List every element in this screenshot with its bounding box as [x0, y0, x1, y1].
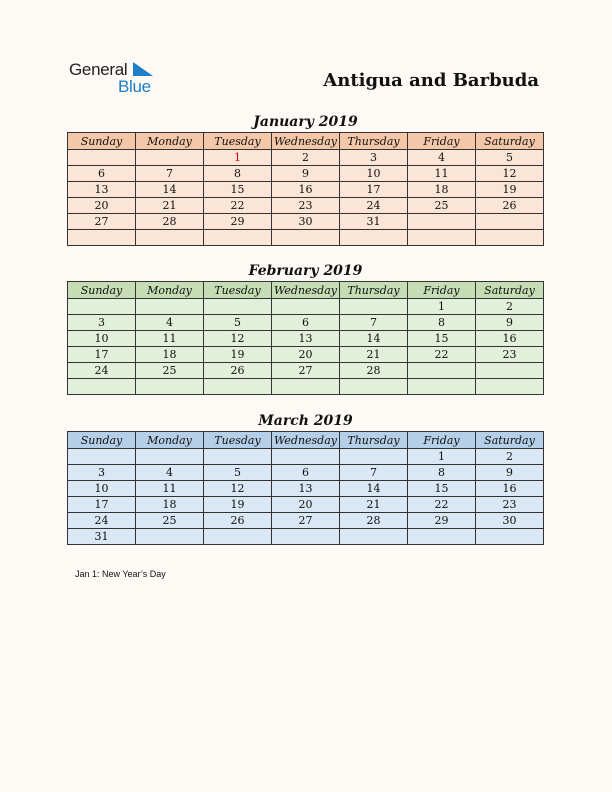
weekday-header: Saturday — [476, 133, 544, 150]
week-row — [68, 182, 544, 198]
day-cell: 1 — [204, 150, 272, 166]
day-cell: 28 — [136, 214, 204, 230]
day-cell: 18 — [136, 347, 204, 363]
week-row — [68, 331, 544, 347]
day-cell: 29 — [204, 214, 272, 230]
holiday-note: Jan 1: New Year’s Day — [75, 569, 166, 579]
day-cell: 17 — [68, 497, 136, 513]
day-cell — [204, 449, 272, 465]
day-cell: 7 — [136, 166, 204, 182]
weekday-header: Wednesday — [272, 432, 340, 449]
weekday-header-row — [68, 282, 544, 299]
week-row — [68, 363, 544, 379]
day-cell — [204, 230, 272, 246]
day-cell: 14 — [136, 182, 204, 198]
weekday-header: Thursday — [340, 133, 408, 150]
week-row — [68, 150, 544, 166]
day-cell: 21 — [340, 347, 408, 363]
weekday-header: Sunday — [68, 133, 136, 150]
day-cell: 1 — [408, 449, 476, 465]
day-cell: 27 — [68, 214, 136, 230]
day-cell: 12 — [204, 481, 272, 497]
weekday-header: Monday — [136, 432, 204, 449]
day-cell: 18 — [136, 497, 204, 513]
day-cell: 27 — [272, 513, 340, 529]
day-cell: 15 — [408, 481, 476, 497]
day-cell: 26 — [476, 198, 544, 214]
day-cell: 9 — [476, 315, 544, 331]
day-cell — [68, 150, 136, 166]
weekday-header: Tuesday — [204, 432, 272, 449]
week-row — [68, 214, 544, 230]
day-cell: 2 — [476, 299, 544, 315]
day-cell: 23 — [476, 497, 544, 513]
day-cell — [204, 299, 272, 315]
day-cell: 2 — [476, 449, 544, 465]
week-row — [68, 497, 544, 513]
day-cell: 16 — [272, 182, 340, 198]
day-cell: 24 — [340, 198, 408, 214]
month-title: February 2019 — [248, 263, 363, 279]
month-title: January 2019 — [253, 114, 358, 130]
week-row — [68, 230, 544, 246]
day-cell: 21 — [340, 497, 408, 513]
day-cell — [272, 529, 340, 545]
day-cell: 23 — [476, 347, 544, 363]
day-cell: 9 — [476, 465, 544, 481]
day-cell: 16 — [476, 331, 544, 347]
day-cell: 13 — [68, 182, 136, 198]
day-cell: 19 — [476, 182, 544, 198]
day-cell: 1 — [408, 299, 476, 315]
day-cell: 7 — [340, 465, 408, 481]
week-row — [68, 513, 544, 529]
day-cell: 17 — [68, 347, 136, 363]
day-cell: 14 — [340, 481, 408, 497]
month-march — [67, 411, 544, 545]
month-february — [67, 261, 544, 395]
day-cell: 6 — [68, 166, 136, 182]
week-row — [68, 481, 544, 497]
day-cell: 9 — [272, 166, 340, 182]
day-cell: 18 — [408, 182, 476, 198]
week-row — [68, 198, 544, 214]
day-cell: 13 — [272, 331, 340, 347]
weekday-header: Friday — [408, 282, 476, 299]
day-cell: 10 — [68, 331, 136, 347]
day-cell — [68, 379, 136, 395]
day-cell: 24 — [68, 513, 136, 529]
day-cell: 24 — [68, 363, 136, 379]
day-cell — [136, 529, 204, 545]
day-cell: 26 — [204, 513, 272, 529]
day-cell: 12 — [476, 166, 544, 182]
day-cell — [476, 379, 544, 395]
day-cell: 19 — [204, 347, 272, 363]
day-cell: 5 — [204, 465, 272, 481]
day-cell: 10 — [340, 166, 408, 182]
day-cell: 22 — [408, 347, 476, 363]
day-cell: 26 — [204, 363, 272, 379]
day-cell: 6 — [272, 315, 340, 331]
day-cell: 6 — [272, 465, 340, 481]
week-row — [68, 315, 544, 331]
day-cell — [136, 299, 204, 315]
weekday-header: Tuesday — [204, 133, 272, 150]
day-cell — [408, 529, 476, 545]
weekday-header: Wednesday — [272, 282, 340, 299]
day-cell — [272, 299, 340, 315]
day-cell — [408, 363, 476, 379]
day-cell: 4 — [408, 150, 476, 166]
day-cell — [340, 449, 408, 465]
day-cell: 21 — [136, 198, 204, 214]
day-cell — [408, 214, 476, 230]
day-cell: 8 — [408, 315, 476, 331]
day-cell — [340, 529, 408, 545]
weekday-header: Tuesday — [204, 282, 272, 299]
month-january — [67, 112, 544, 246]
day-cell — [340, 230, 408, 246]
day-cell: 4 — [136, 315, 204, 331]
day-cell — [136, 379, 204, 395]
day-cell — [408, 379, 476, 395]
logo — [69, 60, 169, 96]
week-row — [68, 299, 544, 315]
weekday-header-row — [68, 432, 544, 449]
logo-flag-icon — [133, 62, 153, 78]
day-cell: 20 — [272, 347, 340, 363]
day-cell — [136, 449, 204, 465]
day-cell — [408, 230, 476, 246]
weekday-header: Friday — [408, 432, 476, 449]
day-cell: 28 — [340, 363, 408, 379]
weekday-header: Wednesday — [272, 133, 340, 150]
day-cell — [476, 529, 544, 545]
day-cell: 11 — [136, 481, 204, 497]
day-cell: 25 — [136, 363, 204, 379]
week-row — [68, 166, 544, 182]
day-cell: 31 — [68, 529, 136, 545]
day-cell: 22 — [408, 497, 476, 513]
weekday-header: Saturday — [476, 432, 544, 449]
day-cell: 8 — [408, 465, 476, 481]
day-cell — [340, 379, 408, 395]
week-row — [68, 529, 544, 545]
day-cell: 25 — [136, 513, 204, 529]
day-cell: 11 — [408, 166, 476, 182]
day-cell: 22 — [204, 198, 272, 214]
calendar-table — [67, 281, 544, 395]
weekday-header: Saturday — [476, 282, 544, 299]
month-title: March 2019 — [258, 413, 353, 429]
weekday-header-row — [68, 133, 544, 150]
day-cell — [476, 230, 544, 246]
weekday-header: Thursday — [340, 282, 408, 299]
weekday-header: Sunday — [68, 282, 136, 299]
day-cell: 7 — [340, 315, 408, 331]
day-cell — [68, 299, 136, 315]
day-cell: 2 — [272, 150, 340, 166]
day-cell: 13 — [272, 481, 340, 497]
calendar-table — [67, 431, 544, 545]
day-cell: 30 — [272, 214, 340, 230]
day-cell — [272, 449, 340, 465]
day-cell — [136, 230, 204, 246]
day-cell: 3 — [68, 465, 136, 481]
day-cell: 5 — [204, 315, 272, 331]
day-cell: 23 — [272, 198, 340, 214]
weekday-header: Sunday — [68, 432, 136, 449]
week-row — [68, 379, 544, 395]
week-row — [68, 465, 544, 481]
day-cell: 8 — [204, 166, 272, 182]
day-cell — [272, 379, 340, 395]
calendar-table — [67, 132, 544, 246]
weekday-header: Monday — [136, 133, 204, 150]
day-cell — [68, 449, 136, 465]
day-cell — [476, 214, 544, 230]
day-cell: 16 — [476, 481, 544, 497]
logo-text-general: General — [69, 60, 128, 79]
country-title: Antigua and Barbuda — [323, 70, 539, 91]
day-cell — [272, 230, 340, 246]
day-cell: 17 — [340, 182, 408, 198]
day-cell: 27 — [272, 363, 340, 379]
day-cell: 29 — [408, 513, 476, 529]
day-cell: 30 — [476, 513, 544, 529]
day-cell: 5 — [476, 150, 544, 166]
day-cell: 20 — [68, 198, 136, 214]
day-cell — [204, 379, 272, 395]
day-cell: 4 — [136, 465, 204, 481]
day-cell: 11 — [136, 331, 204, 347]
weekday-header: Friday — [408, 133, 476, 150]
day-cell: 20 — [272, 497, 340, 513]
day-cell: 25 — [408, 198, 476, 214]
day-cell — [476, 363, 544, 379]
week-row — [68, 347, 544, 363]
day-cell — [340, 299, 408, 315]
day-cell: 15 — [204, 182, 272, 198]
day-cell: 10 — [68, 481, 136, 497]
weekday-header: Thursday — [340, 432, 408, 449]
week-row — [68, 449, 544, 465]
day-cell — [68, 230, 136, 246]
day-cell: 3 — [340, 150, 408, 166]
day-cell: 14 — [340, 331, 408, 347]
day-cell: 12 — [204, 331, 272, 347]
day-cell: 28 — [340, 513, 408, 529]
day-cell: 3 — [68, 315, 136, 331]
day-cell — [204, 529, 272, 545]
day-cell: 15 — [408, 331, 476, 347]
weekday-header: Monday — [136, 282, 204, 299]
day-cell — [136, 150, 204, 166]
day-cell: 31 — [340, 214, 408, 230]
logo-text-blue: Blue — [118, 77, 151, 96]
day-cell: 19 — [204, 497, 272, 513]
